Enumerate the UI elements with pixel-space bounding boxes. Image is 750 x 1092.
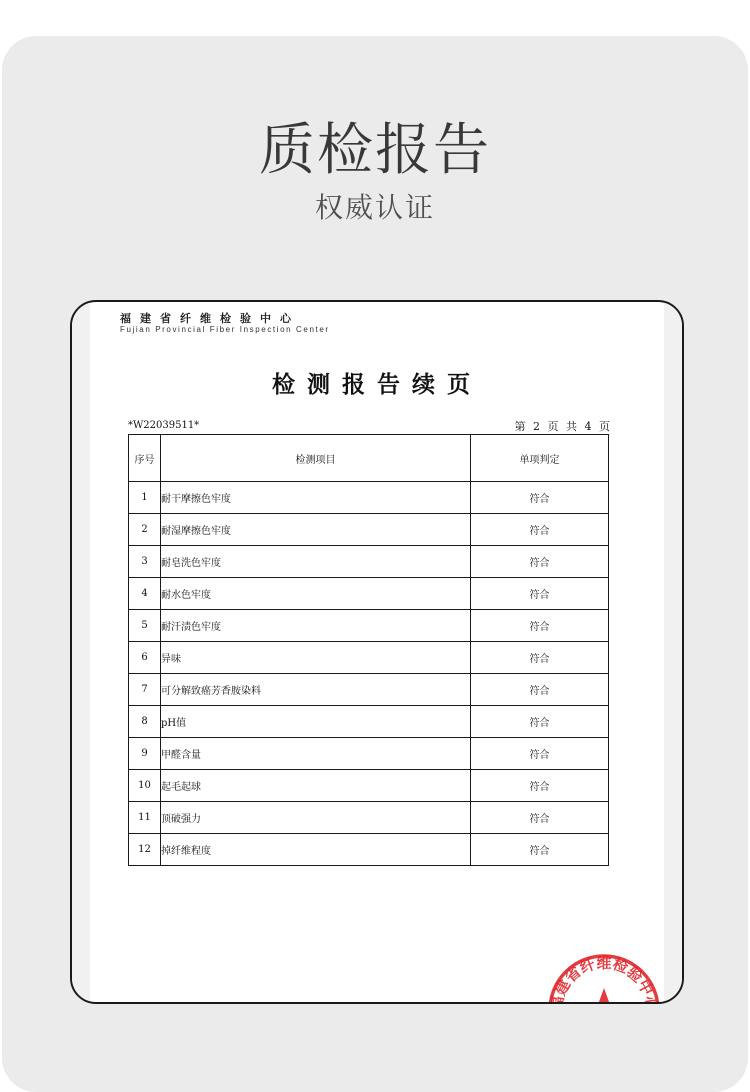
row-number-cell: 12 — [129, 834, 161, 866]
test-item-cell: pH值 — [161, 706, 471, 738]
column-header-result: 单项判定 — [471, 435, 609, 482]
report-title: 检测报告续页 — [272, 371, 482, 398]
results-table-wrap — [128, 434, 607, 866]
test-item-cell: 耐湿摩擦色牢度 — [161, 514, 471, 546]
org-name-cn: 福建省纤维检验中心 — [120, 312, 300, 325]
row-number-cell: 11 — [129, 802, 161, 834]
row-number-cell: 7 — [129, 674, 161, 706]
table-row — [129, 834, 609, 866]
result-cell: 符合 — [471, 482, 609, 514]
result-cell: 符合 — [471, 770, 609, 802]
test-item-cell: 起毛起球 — [161, 770, 471, 802]
test-item-cell: 耐皂洗色牢度 — [161, 546, 471, 578]
org-name-en: Fujian Provincial Fiber Inspection Center — [120, 325, 330, 334]
result-cell: 符合 — [471, 578, 609, 610]
row-number-cell: 9 — [129, 738, 161, 770]
results-table — [128, 434, 609, 866]
table-row — [129, 610, 609, 642]
row-number-cell: 10 — [129, 770, 161, 802]
svg-text:福建省纤维检验中心: 福建省纤维检验中心 — [547, 954, 661, 1013]
table-row — [129, 738, 609, 770]
table-row — [129, 770, 609, 802]
table-row — [129, 642, 609, 674]
table-row — [129, 482, 609, 514]
test-item-cell: 耐汗渍色牢度 — [161, 610, 471, 642]
result-cell: 符合 — [471, 738, 609, 770]
report-number: *W22039511* — [128, 420, 200, 431]
result-cell: 符合 — [471, 610, 609, 642]
table-body — [129, 482, 609, 866]
page-indicator: 第 2 页 共 4 页 — [514, 420, 612, 433]
table-row — [129, 674, 609, 706]
test-item-cell: 可分解致癌芳香胺染料 — [161, 674, 471, 706]
table-row — [129, 706, 609, 738]
result-cell: 符合 — [471, 834, 609, 866]
page-subtitle: 权威认证 — [314, 191, 435, 224]
result-cell: 符合 — [471, 546, 609, 578]
test-item-cell: 掉纤维程度 — [161, 834, 471, 866]
test-item-cell: 顶破强力 — [161, 802, 471, 834]
result-cell: 符合 — [471, 514, 609, 546]
row-number-cell: 6 — [129, 642, 161, 674]
report-image-frame — [70, 300, 684, 1013]
test-item-cell: 耐干摩擦色牢度 — [161, 482, 471, 514]
paper-edge-right — [664, 302, 682, 1002]
result-cell: 符合 — [471, 642, 609, 674]
row-number-cell: 1 — [129, 482, 161, 514]
table-row — [129, 802, 609, 834]
table-header-row — [129, 435, 609, 482]
result-cell: 符合 — [471, 706, 609, 738]
page-title: 质检报告 — [259, 118, 491, 183]
column-header-no: 序号 — [129, 435, 161, 482]
row-number-cell: 2 — [129, 514, 161, 546]
row-number-cell: 8 — [129, 706, 161, 738]
test-item-cell: 异味 — [161, 642, 471, 674]
result-cell: 符合 — [471, 802, 609, 834]
content-panel — [2, 36, 748, 1092]
official-seal-stamp — [544, 948, 664, 1013]
row-number-cell: 3 — [129, 546, 161, 578]
test-item-cell: 耐水色牢度 — [161, 578, 471, 610]
table-row — [129, 578, 609, 610]
result-cell: 符合 — [471, 674, 609, 706]
row-number-cell: 5 — [129, 610, 161, 642]
column-header-item: 检测项目 — [161, 435, 471, 482]
table-row — [129, 514, 609, 546]
row-number-cell: 4 — [129, 578, 161, 610]
test-item-cell: 甲醛含量 — [161, 738, 471, 770]
table-row — [129, 546, 609, 578]
paper-edge-left — [72, 302, 90, 1002]
